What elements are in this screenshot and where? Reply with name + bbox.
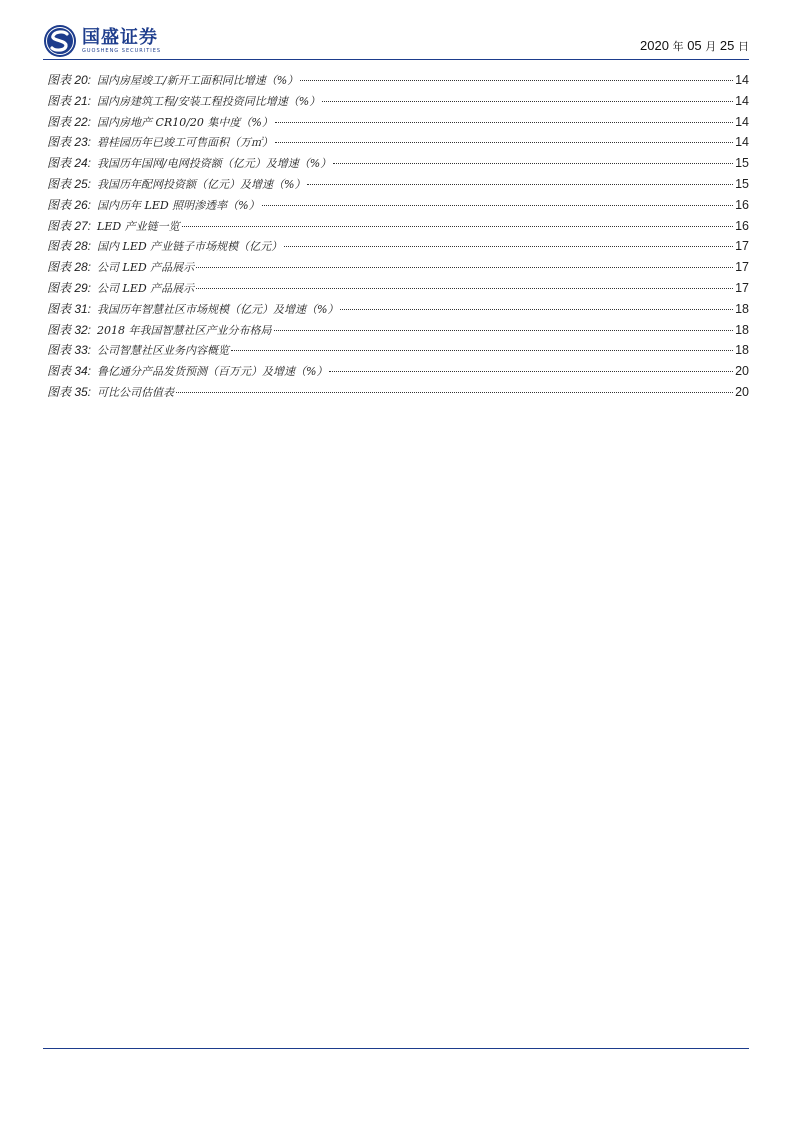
toc-figure-title: 国内房地产 CR10/20 集中度（%） [97,115,273,129]
toc-figure-label: 图表 31: [47,301,92,316]
toc-page-number: 16 [735,197,749,212]
toc-figure-title: 公司智慧社区业务内容概览 [97,344,230,358]
toc-page-number: 17 [735,260,749,275]
toc-figure-title: LED 产业链一览 [97,219,180,233]
toc-figure-title: 可比公司估值表 [97,385,175,399]
toc-figure-label: 图表 27: [47,218,92,233]
toc-figure-title: 国内 LED 产业链子市场规模（亿元） [97,240,283,254]
toc-figure-title: 公司 LED 产品展示 [97,261,195,275]
date-day: 25 [719,38,735,53]
toc-figure-label: 图表 34: [47,364,92,379]
toc-figure-label: 图表 21: [47,93,92,108]
toc-leader-dots [275,122,733,123]
toc-leader-dots [196,267,733,268]
toc-entry[interactable] [47,112,749,133]
toc-leader-dots [329,371,733,372]
toc-page-number: 16 [735,218,749,233]
toc-leader-dots [231,350,733,351]
date-month: 05 [687,38,702,53]
toc-figure-label: 图表 25: [47,176,92,191]
toc-leader-dots [182,226,733,227]
toc-figure-title: 2018 年我国智慧社区产业分布格局 [97,323,272,337]
toc-leader-dots [196,288,733,289]
toc-figure-title: 我国历年国网/电网投资额（亿元）及增速（%） [97,157,332,171]
toc-leader-dots [284,246,733,247]
figure-index-list [47,70,749,403]
toc-page-number: 15 [735,176,749,191]
toc-entry[interactable] [47,91,749,112]
toc-page-number: 20 [735,364,749,379]
toc-page-number: 20 [735,384,749,399]
toc-entry[interactable] [47,236,749,257]
logo-english-name: GUOSHENG SECURITIES [82,47,162,54]
toc-entry[interactable] [47,320,749,341]
toc-entry[interactable] [47,257,749,278]
date-day-unit: 日 [738,40,749,53]
toc-figure-title: 国内房建筑工程/安装工程投资同比增速（%） [97,94,321,108]
toc-page-number: 17 [735,280,749,295]
guosheng-logo-icon [43,24,77,58]
toc-leader-dots [322,101,733,102]
toc-figure-label: 图表 20: [47,73,92,87]
toc-leader-dots [274,330,734,331]
toc-figure-label: 图表 28: [47,239,92,254]
toc-figure-title: 我国历年配网投资额（亿元）及增速（%） [97,177,306,191]
toc-figure-label: 图表 35: [47,384,92,399]
toc-leader-dots [275,142,733,143]
toc-entry[interactable] [47,174,749,195]
toc-entry[interactable] [47,278,749,299]
toc-page-number: 14 [735,135,749,150]
toc-figure-label: 图表 29: [47,280,92,295]
date-year-unit: 年 [672,40,684,53]
toc-figure-title: 国内房屋竣工/新开工面积同比增速（%） [97,74,299,87]
toc-figure-title: 鲁亿通分产品发货预测（百万元）及增速（%） [97,365,328,379]
toc-page-number: 18 [735,301,749,316]
toc-figure-label: 图表 28: [47,260,92,275]
toc-entry[interactable] [47,195,749,216]
toc-figure-label: 图表 26: [47,197,92,212]
toc-figure-title: 国内历年 LED 照明渗透率（%） [97,198,260,212]
date-month-unit: 月 [705,40,717,53]
toc-page-number: 14 [735,114,749,129]
toc-entry[interactable] [47,299,749,320]
toc-page-number: 14 [735,73,749,87]
report-date [640,38,749,54]
toc-page-number: 17 [735,239,749,254]
toc-leader-dots [333,163,733,164]
toc-figure-label: 图表 23: [47,135,92,150]
toc-figure-title: 碧桂园历年已竣工可售面积（万㎡） [97,136,274,150]
toc-entry[interactable] [47,382,749,403]
toc-entry[interactable] [47,340,749,361]
toc-page-number: 14 [735,93,749,108]
toc-entry[interactable] [47,153,749,174]
toc-figure-label: 图表 24: [47,156,92,171]
toc-leader-dots [300,80,733,81]
toc-figure-title: 我国历年智慧社区市场规模（亿元）及增速（%） [97,302,339,316]
toc-leader-dots [307,184,733,185]
toc-entry[interactable] [47,361,749,382]
logo-chinese-name: 国盛证券 [82,26,158,48]
toc-page-number: 18 [735,322,749,337]
toc-entry[interactable] [47,70,749,91]
toc-figure-title: 公司 LED 产品展示 [97,281,195,295]
header-divider [43,59,749,60]
toc-leader-dots [176,392,733,393]
toc-figure-label: 图表 22: [47,114,92,129]
toc-page-number: 18 [735,343,749,358]
toc-page-number: 15 [735,156,749,171]
toc-leader-dots [340,309,733,310]
company-logo [43,24,161,58]
toc-entry[interactable] [47,216,749,237]
toc-entry[interactable] [47,132,749,153]
toc-leader-dots [262,205,733,206]
toc-figure-label: 图表 33: [47,343,92,358]
footer-divider [43,1048,749,1049]
date-year: 2020 [640,38,669,53]
page-header [43,22,749,62]
toc-figure-label: 图表 32: [47,322,92,337]
